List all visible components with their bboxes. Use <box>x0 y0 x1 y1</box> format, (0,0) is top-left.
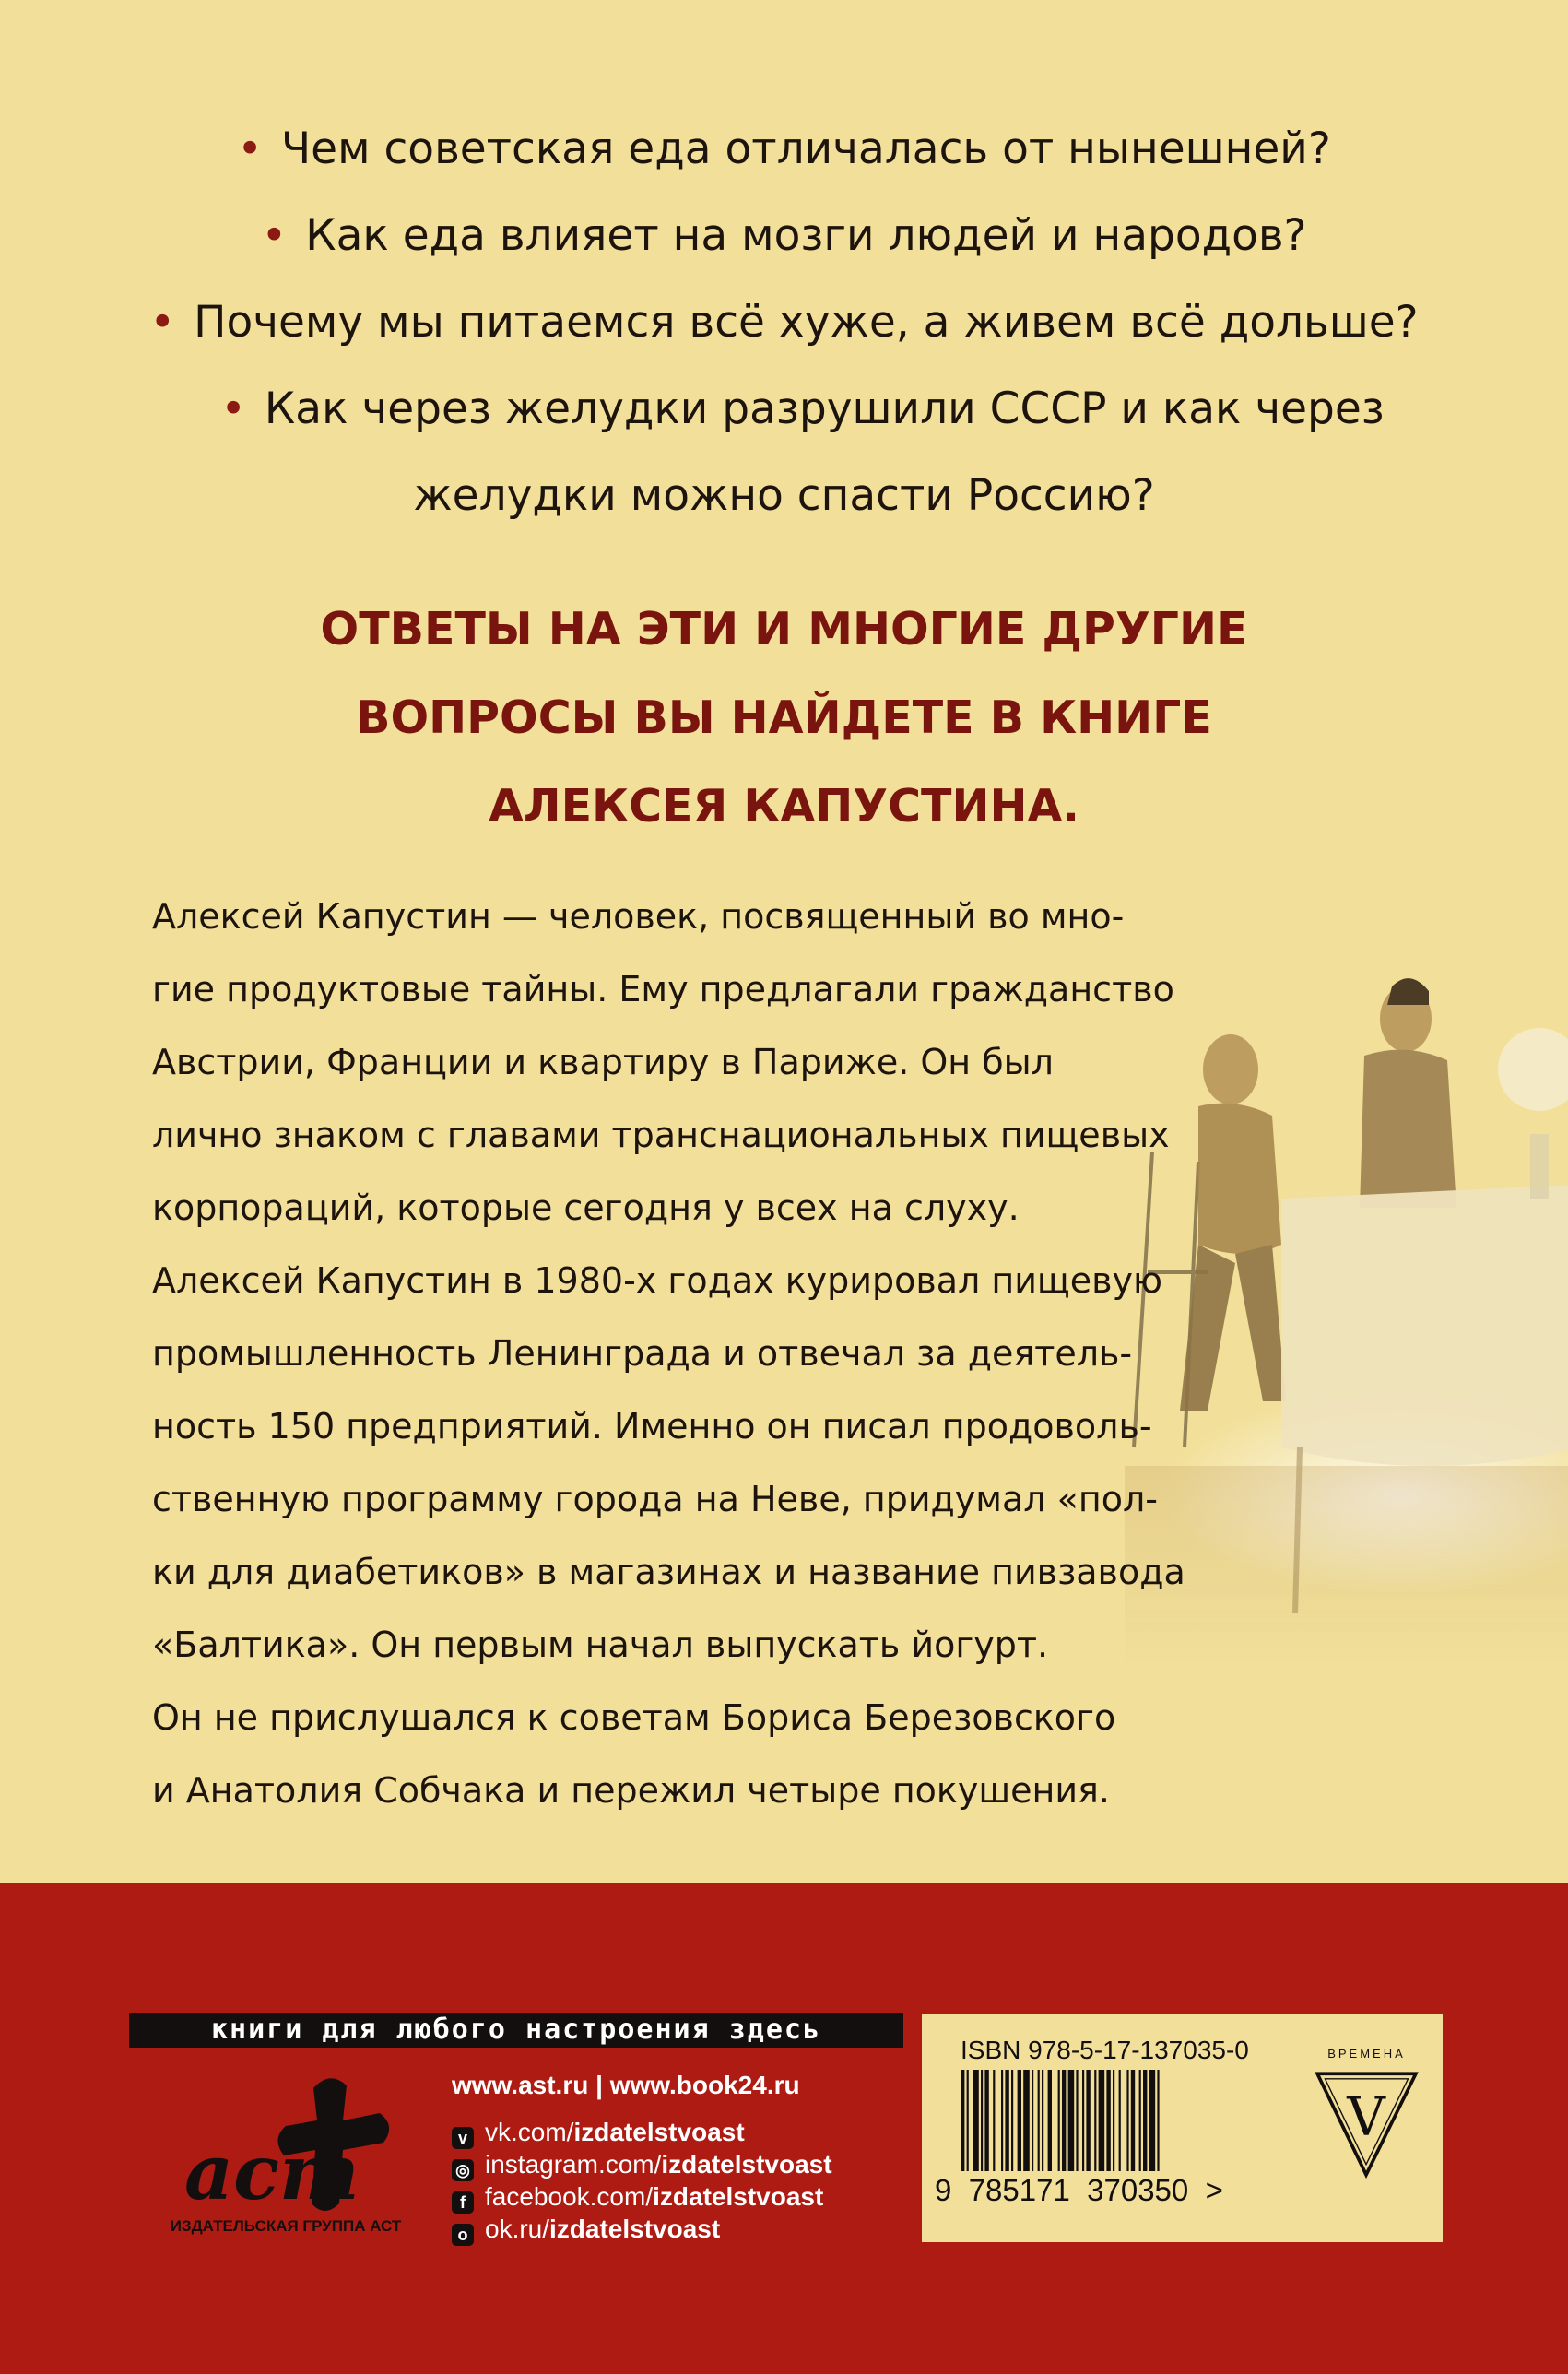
bullet-icon: • <box>149 297 176 348</box>
bullet-icon: • <box>220 384 246 434</box>
question-item: • Как еда влияет на мозги людей и народов? <box>261 210 1307 261</box>
ast-logo-icon <box>175 2065 396 2222</box>
barcode-digits: 9 785171 370350 > <box>935 2173 1223 2207</box>
bullet-icon: • <box>261 210 288 261</box>
body-text <box>152 880 1240 1827</box>
svg-text:V: V <box>1347 2086 1385 2149</box>
headline <box>0 585 1568 851</box>
body-line: промышленность Ленинграда и отвечал за деятель- <box>152 1333 1133 1374</box>
question-item: • Почему мы питаемся всё хуже, а живем всё дольше? <box>149 297 1419 348</box>
isbn-number: ISBN 978-5-17-137035-0 <box>961 2036 1249 2064</box>
isbn-panel <box>922 2014 1443 2242</box>
triangle-v-icon <box>1309 2065 1424 2185</box>
body-line: «Балтика». Он первым начал выпускать йогурт. <box>152 1624 1049 1665</box>
logo-caption: ИЗДАТЕЛЬСКАЯ ГРУППА АСТ <box>170 2217 402 2235</box>
headline-line: АЛЕКСЕЯ КАПУСТИНА. <box>488 780 1080 833</box>
imprint-logo <box>1309 2047 1424 2185</box>
social-links <box>452 2116 832 2245</box>
social-link-ok[interactable]: о ok.ru/izdatelstvoast <box>452 2213 832 2245</box>
body-line: Алексей Капустин — человек, посвященный во мно- <box>152 896 1125 937</box>
body-line: и Анатолия Собчака и пережил четыре покушения. <box>152 1770 1110 1811</box>
body-line: Австрии, Франции и квартиру в Париже. Он был <box>152 1042 1054 1082</box>
facebook-icon: f <box>452 2191 474 2214</box>
body-line: гие продуктовые тайны. Ему предлагали гражданство <box>152 969 1174 1010</box>
slogan-bar: книги для любого настроения здесь <box>129 2013 903 2048</box>
questions-list <box>0 106 1568 539</box>
body-line: ственную программу города на Неве, придумал «пол- <box>152 1479 1158 1519</box>
question-item: • Как через желудки разрушили СССР и как через <box>220 384 1385 434</box>
body-line: Он не прислушался к советам Бориса Березовского <box>152 1697 1116 1738</box>
social-link-vk[interactable]: v vk.com/izdatelstvoast <box>452 2116 832 2148</box>
vk-icon: v <box>452 2127 474 2149</box>
body-line: корпораций, которые сегодня у всех на слуху. <box>152 1187 1020 1228</box>
imprint-label: ВРЕМЕНА <box>1327 2047 1406 2061</box>
svg-text:аст: аст <box>184 2129 360 2217</box>
instagram-icon: ◎ <box>452 2159 474 2181</box>
body-line: ность 150 предприятий. Именно он писал продоволь- <box>152 1406 1152 1447</box>
question-item-continuation: желудки можно спасти Россию? <box>413 470 1155 521</box>
bullet-icon: • <box>237 124 263 174</box>
social-link-instagram[interactable]: ◎ instagram.com/izdatelstvoast <box>452 2148 832 2180</box>
website-links[interactable]: www.ast.ru | www.book24.ru <box>452 2071 800 2099</box>
body-line: Алексей Капустин в 1980-х годах курировал пищевую <box>152 1260 1162 1301</box>
body-line: ки для диабетиков» в магазинах и название пивзавода <box>152 1552 1185 1592</box>
social-link-facebook[interactable]: f facebook.com/izdatelstvoast <box>452 2180 832 2213</box>
headline-line: ВОПРОСЫ ВЫ НАЙДЕТЕ В КНИГЕ <box>356 691 1212 744</box>
question-item: • Чем советская еда отличалась от нынешней? <box>237 124 1331 174</box>
ok-icon: о <box>452 2224 474 2246</box>
headline-line: ОТВЕТЫ НА ЭТИ И МНОГИЕ ДРУГИЕ <box>320 603 1248 656</box>
barcode-icon <box>961 2070 1288 2171</box>
body-line: лично знаком с главами транснациональных пищевых <box>152 1115 1170 1155</box>
